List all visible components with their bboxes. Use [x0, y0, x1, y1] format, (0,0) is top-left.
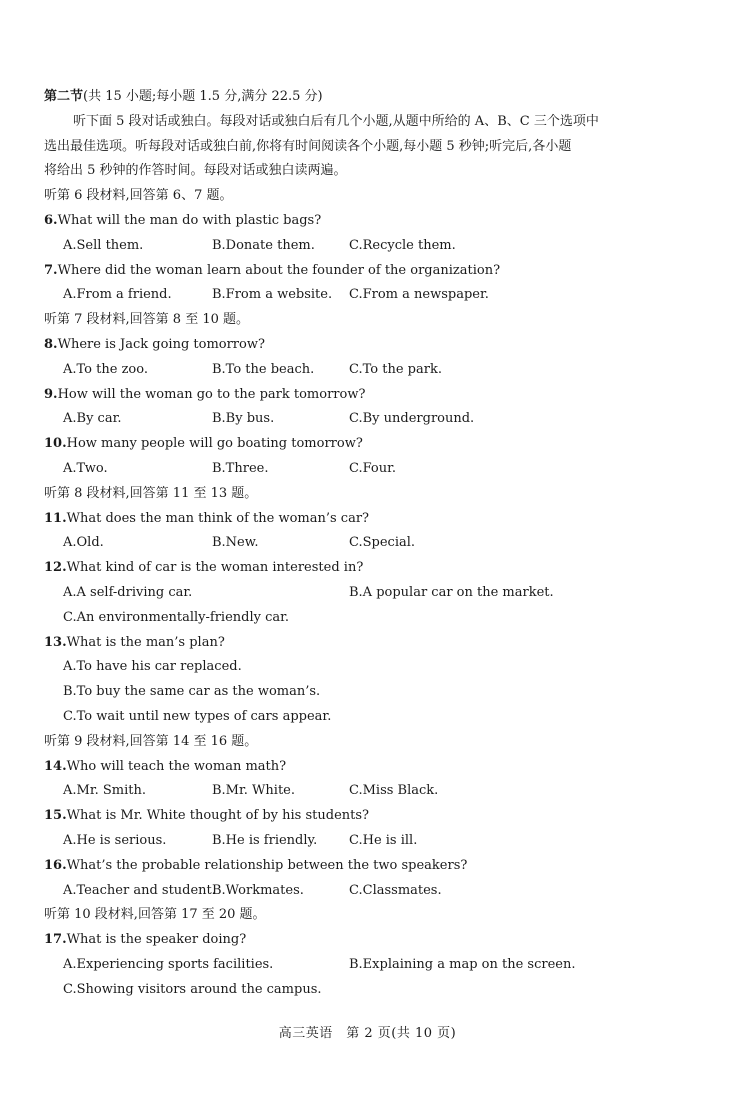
- option-a: A.A self-driving car.: [63, 584, 193, 600]
- options-row: [44, 581, 684, 606]
- question-text: What will the man do with plastic bags?: [57, 212, 322, 228]
- options-row: [44, 779, 684, 804]
- option-c: C.Classmates.: [349, 882, 442, 898]
- question-8: [44, 333, 684, 358]
- question-17: [44, 928, 684, 953]
- question-16: [44, 854, 684, 879]
- option-c: C.An environmentally-friendly car.: [63, 609, 290, 625]
- options-row: [44, 457, 684, 482]
- question-14: [44, 755, 684, 780]
- question-number: 10.: [44, 436, 67, 452]
- option-c: C.Four.: [349, 460, 397, 476]
- option-c: C.Recycle them.: [349, 237, 456, 253]
- question-text: Where did the woman learn about the founder of the organization?: [57, 262, 501, 278]
- option-b: B.To buy the same car as the woman’s.: [63, 684, 321, 700]
- question-6: [44, 209, 684, 234]
- options-row: [44, 978, 684, 1003]
- question-text: Where is Jack going tomorrow?: [57, 336, 265, 352]
- option-a: A.Sell them.: [63, 237, 144, 253]
- group-heading: 听第 6 段材料,回答第 6、7 题。: [44, 188, 233, 204]
- section-heading: [44, 85, 684, 110]
- options-row: [44, 531, 684, 556]
- question-text: What kind of car is the woman interested in?: [66, 560, 364, 576]
- page-footer: 高三英语 第 2 页(共 10 页): [278, 1026, 457, 1041]
- question-number: 11.: [44, 510, 67, 526]
- question-11: [44, 507, 684, 532]
- question-text: What’s the probable relationship between the two speakers?: [66, 857, 468, 873]
- option-a: A.By car.: [63, 411, 122, 427]
- option-c: C.From a newspaper.: [349, 287, 489, 303]
- option-b: B.Three.: [212, 460, 269, 476]
- group-heading: 听第 9 段材料,回答第 14 至 16 题。: [44, 733, 258, 749]
- options-row: [44, 879, 684, 904]
- option-b: B.Mr. White.: [212, 783, 295, 799]
- question-text: Who will teach the woman math?: [66, 758, 287, 774]
- option-a: A.To have his car replaced.: [63, 659, 242, 675]
- option-a: A.He is serious.: [63, 832, 167, 848]
- instructions-line-3: 将给出 5 秒钟的作答时间。每段对话或独白读两遍。: [44, 163, 347, 179]
- option-b: B.From a website.: [212, 287, 333, 303]
- option-b: B.Donate them.: [212, 237, 315, 253]
- question-number: 12.: [44, 560, 67, 576]
- page-content: [44, 85, 684, 1002]
- instructions-line-2: 选出最佳选项。听每段对话或独白前,你将有时间阅读各个小题,每小题 5 秒钟;听完后,各小题: [44, 138, 572, 154]
- option-a: A.Two.: [63, 460, 108, 476]
- question-number: 9.: [44, 386, 58, 402]
- option-b: B.A popular car on the market.: [349, 584, 554, 600]
- question-text: What does the man think of the woman’s car?: [66, 510, 370, 526]
- option-b: B.He is friendly.: [212, 832, 318, 848]
- options-row: [44, 606, 684, 631]
- question-13: [44, 631, 684, 656]
- instructions-line-1: 听下面 5 段对话或独白。每段对话或独白后有几个小题,从题中所给的 A、B、C 三个选项中: [73, 113, 599, 129]
- question-9: [44, 383, 684, 408]
- option-c: C.Special.: [349, 535, 416, 551]
- question-text: How many people will go boating tomorrow?: [66, 436, 363, 452]
- options-row: [44, 407, 684, 432]
- option-b: B.To the beach.: [212, 361, 315, 377]
- options-row: [44, 829, 684, 854]
- option-b: B.Workmates.: [212, 882, 304, 898]
- options-row: [44, 358, 684, 383]
- question-12: [44, 556, 684, 581]
- options-row: [44, 655, 684, 680]
- question-number: 14.: [44, 758, 67, 774]
- options-row: [44, 283, 684, 308]
- option-b: B.By bus.: [212, 411, 275, 427]
- option-a: A.From a friend.: [63, 287, 172, 303]
- option-a: A.Teacher and student.: [63, 882, 216, 898]
- option-a: A.Mr. Smith.: [63, 783, 147, 799]
- question-7: [44, 259, 684, 284]
- option-c: C.To wait until new types of cars appear.: [63, 708, 332, 724]
- question-number: 13.: [44, 634, 67, 650]
- option-c: C.Showing visitors around the campus.: [63, 981, 322, 997]
- option-c: C.He is ill.: [349, 832, 418, 848]
- option-a: A.Old.: [63, 535, 104, 551]
- option-a: A.Experiencing sports facilities.: [63, 956, 274, 972]
- question-number: 7.: [44, 262, 58, 278]
- option-b: B.New.: [212, 535, 259, 551]
- question-text: What is the man’s plan?: [66, 634, 225, 650]
- option-a: A.To the zoo.: [63, 361, 148, 377]
- options-row: [44, 705, 684, 730]
- section-title-detail: (共 15 小题;每小题 1.5 分,满分 22.5 分): [83, 89, 323, 104]
- options-row: [44, 234, 684, 259]
- option-c: C.Miss Black.: [349, 783, 439, 799]
- group-heading: 听第 7 段材料,回答第 8 至 10 题。: [44, 312, 250, 328]
- question-10: [44, 432, 684, 457]
- question-number: 17.: [44, 932, 67, 948]
- group-heading: 听第 8 段材料,回答第 11 至 13 题。: [44, 485, 258, 501]
- question-number: 8.: [44, 336, 58, 352]
- option-c: C.To the park.: [349, 361, 442, 377]
- question-number: 15.: [44, 808, 67, 824]
- question-text: What is the speaker doing?: [66, 932, 247, 948]
- options-row: [44, 953, 684, 978]
- question-text: What is Mr. White thought of by his students?: [66, 808, 370, 824]
- option-c: C.By underground.: [349, 411, 475, 427]
- question-text: How will the woman go to the park tomorrow?: [57, 386, 366, 402]
- question-15: [44, 804, 684, 829]
- question-number: 16.: [44, 857, 67, 873]
- options-row: [44, 680, 684, 705]
- group-heading: 听第 10 段材料,回答第 17 至 20 题。: [44, 907, 266, 923]
- option-b: B.Explaining a map on the screen.: [349, 956, 576, 972]
- question-number: 6.: [44, 212, 58, 228]
- section-title: 第二节: [44, 89, 84, 104]
